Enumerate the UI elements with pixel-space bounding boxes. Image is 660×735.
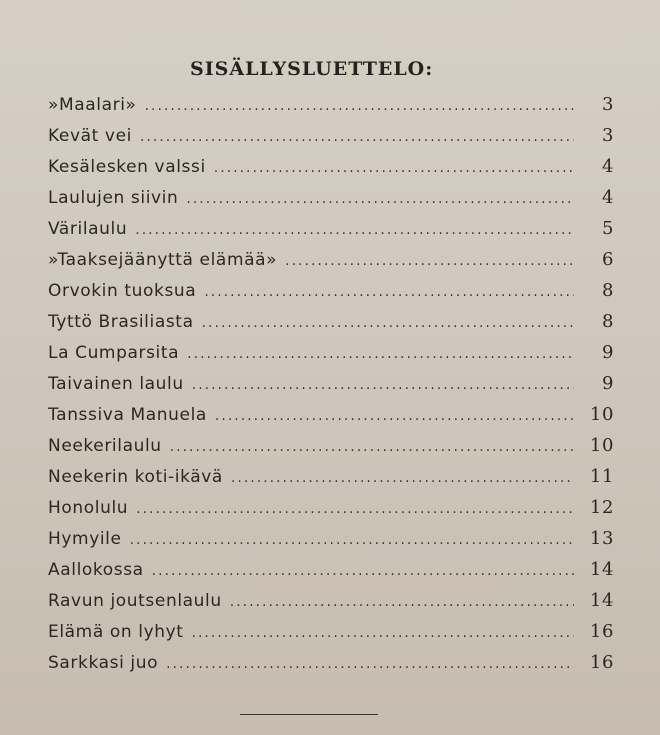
entry-page-number: 6 (601, 249, 614, 270)
entry-title: Aallokossa (48, 560, 144, 580)
dot-leader (166, 656, 574, 672)
toc-entry (48, 280, 614, 311)
entry-page-number: 12 (589, 497, 614, 518)
entry-title: Tanssiva Manuela (48, 405, 207, 425)
entry-page-number: 16 (589, 621, 614, 642)
entry-title: Ravun joutsenlaulu (48, 591, 222, 611)
toc-entry (48, 311, 614, 342)
dot-leader (145, 98, 574, 114)
entry-title: Honolulu (48, 498, 129, 518)
toc-entry (48, 435, 614, 466)
toc-entry (48, 125, 614, 156)
dot-leader (152, 563, 574, 579)
entry-page-number: 8 (601, 311, 614, 332)
entry-page-number: 11 (589, 466, 614, 487)
toc-entry (48, 528, 614, 559)
entry-page-number: 9 (601, 373, 614, 394)
entry-page-number: 3 (601, 94, 614, 115)
entry-page-number: 10 (589, 435, 614, 456)
dot-leader (130, 532, 574, 548)
entry-page-number: 14 (589, 559, 614, 580)
table-of-contents (48, 94, 614, 683)
dot-leader (231, 470, 574, 486)
dot-leader (192, 625, 574, 641)
entry-title: Tyttö Brasiliasta (48, 312, 194, 332)
entry-title: »Maalari» (48, 95, 137, 115)
dot-leader (135, 222, 574, 238)
toc-entry (48, 559, 614, 590)
dot-leader (202, 315, 574, 331)
dot-leader (140, 129, 574, 145)
entry-page-number: 9 (601, 342, 614, 363)
dot-leader (230, 594, 574, 610)
entry-title: Neekerilaulu (48, 436, 162, 456)
dot-leader (285, 253, 574, 269)
toc-entry (48, 466, 614, 497)
entry-title: Neekerin koti-ikävä (48, 467, 223, 487)
entry-title: La Cumparsita (48, 343, 180, 363)
entry-page-number: 10 (589, 404, 614, 425)
entry-page-number: 8 (601, 280, 614, 301)
entry-title: Kevät vei (48, 126, 132, 146)
toc-entry (48, 373, 614, 404)
page-title: SISÄLLYSLUETTELO: (190, 58, 434, 80)
toc-entry (48, 621, 614, 652)
entry-title: Taivainen laulu (48, 374, 184, 394)
entry-title: »Taaksejäänyttä elämää» (48, 250, 278, 270)
toc-entry (48, 652, 614, 683)
toc-entry (48, 156, 614, 187)
entry-title: Sarkkasi juo (48, 653, 159, 673)
dot-leader (214, 160, 574, 176)
entry-title: Värilaulu (48, 219, 128, 239)
toc-entry (48, 249, 614, 280)
dot-leader (215, 408, 574, 424)
entry-page-number: 4 (601, 187, 614, 208)
entry-page-number: 13 (589, 528, 614, 549)
entry-page-number: 4 (601, 156, 614, 177)
toc-entry (48, 187, 614, 218)
entry-page-number: 5 (601, 218, 614, 239)
entry-title: Elämä on lyhyt (48, 622, 184, 642)
toc-entry (48, 590, 614, 621)
bottom-rule (240, 714, 378, 715)
entry-title: Laulujen siivin (48, 188, 179, 208)
entry-title: Orvokin tuoksua (48, 281, 197, 301)
dot-leader (192, 377, 574, 393)
toc-entry (48, 342, 614, 373)
dot-leader (136, 501, 574, 517)
toc-entry (48, 497, 614, 528)
dot-leader (187, 346, 574, 362)
toc-entry (48, 218, 614, 249)
toc-entry (48, 404, 614, 435)
entry-page-number: 14 (589, 590, 614, 611)
entry-title: Hymyile (48, 529, 122, 549)
dot-leader (186, 191, 574, 207)
entry-page-number: 16 (589, 652, 614, 673)
dot-leader (204, 284, 574, 300)
entry-page-number: 3 (601, 125, 614, 146)
entry-title: Kesälesken valssi (48, 157, 206, 177)
toc-entry (48, 94, 614, 125)
dot-leader (170, 439, 574, 455)
